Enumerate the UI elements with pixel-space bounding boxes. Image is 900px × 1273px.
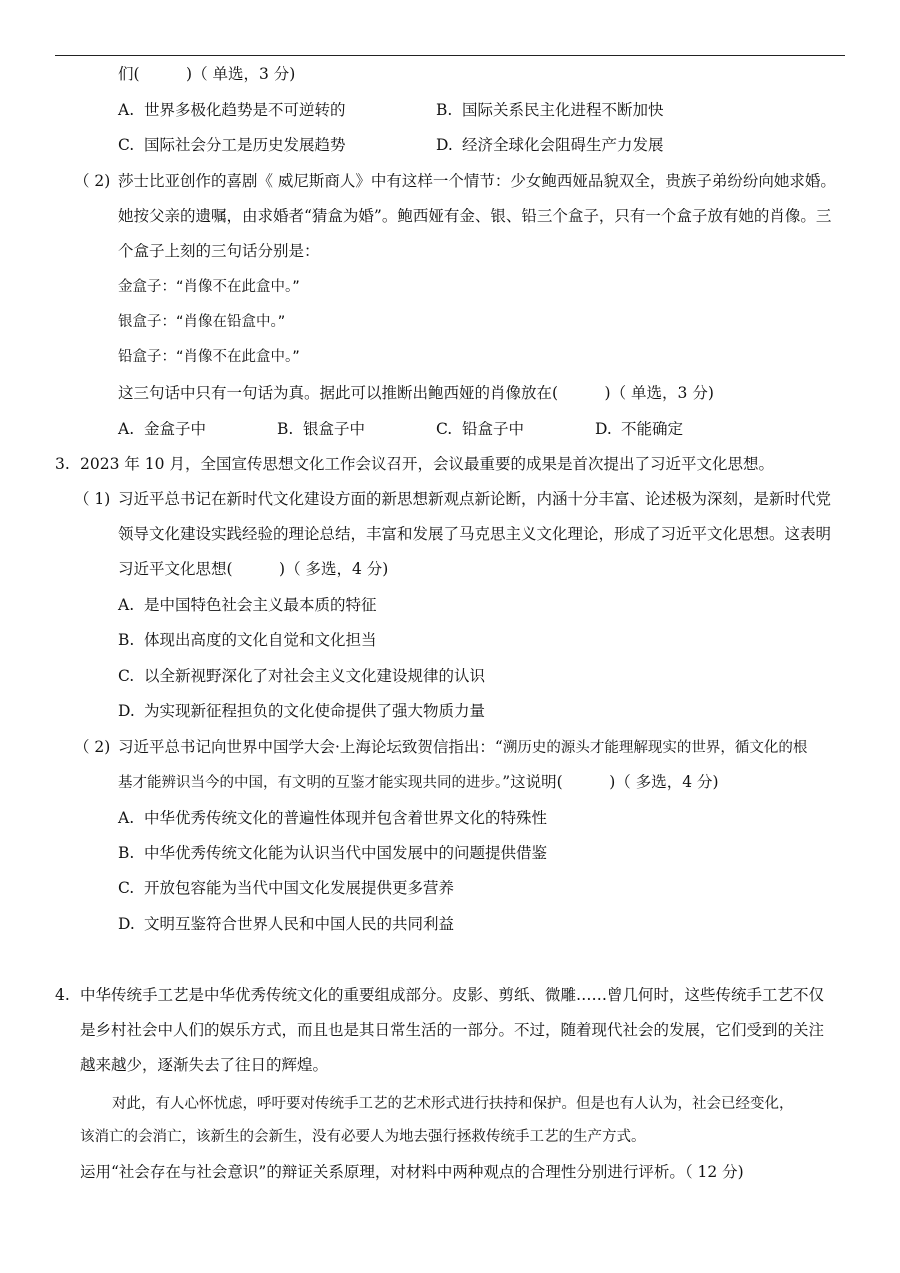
q3-1-number: （ 1): [74, 490, 111, 508]
option-label: D.: [436, 136, 453, 154]
q2-option-b[interactable]: [436, 100, 664, 120]
option-text: 金盒子中: [144, 420, 207, 438]
option-text: 为实现新征程担负的文化使命提供了强大物质力量: [144, 702, 486, 720]
q2-2-option-c[interactable]: [436, 419, 524, 439]
q3-number: 3.: [55, 455, 70, 473]
option-label: D.: [118, 702, 135, 720]
option-label: B.: [118, 631, 135, 649]
q3-2-quote-1: 溯历史的源头才能理解现实的世界，循文化的根: [502, 740, 808, 756]
q3-2-line-2: [118, 772, 719, 793]
q3-2-line-2-text: ”这说明( )（ 多选，4 分): [502, 773, 719, 791]
option-text: 铅盒子中: [462, 420, 525, 438]
option-label: C.: [118, 136, 135, 154]
option-label: B.: [436, 101, 453, 119]
lead-box-text: 铅盒子：“肖像不在此盒中。”: [118, 349, 300, 365]
q3-2-option-c[interactable]: [118, 878, 454, 898]
option-text: 开放包容能为当代中国文化发展提供更多营养: [144, 879, 455, 897]
q2-2-number: （ 2): [74, 172, 111, 190]
q3-1-line-3: 习近平文化思想( )（ 多选，4 分): [118, 560, 389, 578]
option-text: 国际社会分工是历史发展趋势: [144, 136, 346, 154]
option-label: C.: [436, 420, 453, 438]
q3-2-quote-2: 基才能辨识当今的中国，有文明的互鉴才能实现共同的进步。: [118, 775, 503, 791]
gold-box-text: 金盒子：“肖像不在此盒中。”: [118, 279, 300, 295]
option-text: 世界多极化趋势是不可逆转的: [144, 101, 346, 119]
option-text: 是中国特色社会主义最本质的特征: [144, 596, 377, 614]
q3-1-option-c[interactable]: [118, 666, 485, 686]
q4-line-3: 越来越少，逐渐失去了往日的辉煌。: [80, 1056, 329, 1074]
option-label: C.: [118, 667, 135, 685]
q2-2-line-3: 个盒子上刻的三句话分别是：: [118, 242, 320, 260]
option-label: D.: [595, 420, 612, 438]
q2-2-line-1: 莎士比亚创作的喜剧《 威尼斯商人》中有这样一个情节：少女鲍西娅品貌双全，贵族子弟纷纷向她求婚。: [118, 172, 836, 190]
option-text: 文明互鉴符合世界人民和中国人民的共同利益: [144, 915, 455, 933]
q2-2-line-2: 她按父亲的遗嘱，由求婚者“猜盒为婚”。鲍西娅有金、银、铅三个盒子，只有一个盒子放有她的肖像。三: [118, 207, 832, 225]
option-text: 银盒子中: [303, 420, 366, 438]
q3-2-option-b[interactable]: [118, 843, 547, 863]
option-text: 经济全球化会阻碍生产力发展: [462, 136, 664, 154]
q2-2-option-a[interactable]: [118, 419, 206, 439]
q3-1-line-2: 领导文化建设实践经验的理论总结，丰富和发展了马克思主义文化理论，形成了习近平文化思想。这表明: [118, 525, 832, 543]
q2-option-a[interactable]: [118, 100, 346, 120]
q4-task: 运用“社会存在与社会意识”的辩证关系原理，对材料中两种观点的合理性分别进行评析。（ 12 分): [80, 1163, 744, 1181]
option-label: C.: [118, 879, 135, 897]
q3-2-number: （ 2): [74, 738, 111, 756]
option-label: B.: [118, 844, 135, 862]
option-label: A.: [118, 596, 135, 614]
silver-box-text: 银盒子：“肖像在铅盒中。”: [118, 314, 286, 330]
option-text: 以全新视野深化了对社会主义文化建设规律的认识: [144, 667, 486, 685]
option-text: 体现出高度的文化自觉和文化担当: [144, 631, 377, 649]
q2-option-d[interactable]: [436, 135, 664, 155]
q2-2-question: 这三句话中只有一句话为真。据此可以推断出鲍西娅的肖像放在( )（ 单选，3 分): [118, 384, 714, 402]
q4-number: 4.: [55, 986, 70, 1004]
q2-stem-end: 们( )（ 单选，3 分): [118, 65, 296, 83]
q3-1-option-a[interactable]: [118, 595, 377, 615]
q2-option-c[interactable]: [118, 135, 346, 155]
option-text: 中华优秀传统文化能为认识当代中国发展中的问题提供借鉴: [144, 844, 548, 862]
q4-line-2: 是乡村社会中人们的娱乐方式，而且也是其日常生活的一部分。不过，随着现代社会的发展，它们受到的关注: [80, 1021, 825, 1039]
option-text: 不能确定: [621, 420, 684, 438]
option-label: D.: [118, 915, 135, 933]
q4-material-2: 该消亡的会消亡，该新生的会新生，没有必要人为地去强行拯救传统手工艺的生产方式。: [80, 1129, 646, 1145]
q3-1-option-b[interactable]: [118, 630, 377, 650]
q4-line-1: 中华传统手工艺是中华优秀传统文化的重要组成部分。皮影、剪纸、微雕……曾几何时，这些传统手工艺不仅: [80, 986, 825, 1004]
q3-2-line-1-text: 习近平总书记向世界中国学大会·上海论坛致贺信指出：“: [118, 738, 503, 756]
q3-intro: 2023 年 10 月，全国宣传思想文化工作会议召开，会议最重要的成果是首次提出了习近平文化思想。: [80, 455, 774, 473]
option-label: A.: [118, 101, 135, 119]
q3-2-option-d[interactable]: [118, 914, 454, 934]
header-rule: [55, 55, 845, 56]
option-text: 国际关系民主化进程不断加快: [462, 101, 664, 119]
option-text: 中华优秀传统文化的普遍性体现并包含着世界文化的特殊性: [144, 809, 548, 827]
q3-2-option-a[interactable]: [118, 808, 547, 828]
q2-2-option-b[interactable]: [277, 419, 365, 439]
option-label: A.: [118, 809, 135, 827]
option-label: B.: [277, 420, 294, 438]
q3-1-line-1: 习近平总书记在新时代文化建设方面的新思想新观点新论断，内涵十分丰富、论述极为深刻，是新时代党: [118, 490, 832, 508]
q3-1-option-d[interactable]: [118, 701, 485, 721]
q2-2-option-d[interactable]: [595, 419, 683, 439]
q3-2-line-1: [118, 737, 807, 758]
q4-material-1: 对此，有人心怀忧虑，呼吁要对传统手工艺的艺术形式进行扶持和保护。但是也有人认为，社会已经变化，: [112, 1096, 794, 1112]
option-label: A.: [118, 420, 135, 438]
